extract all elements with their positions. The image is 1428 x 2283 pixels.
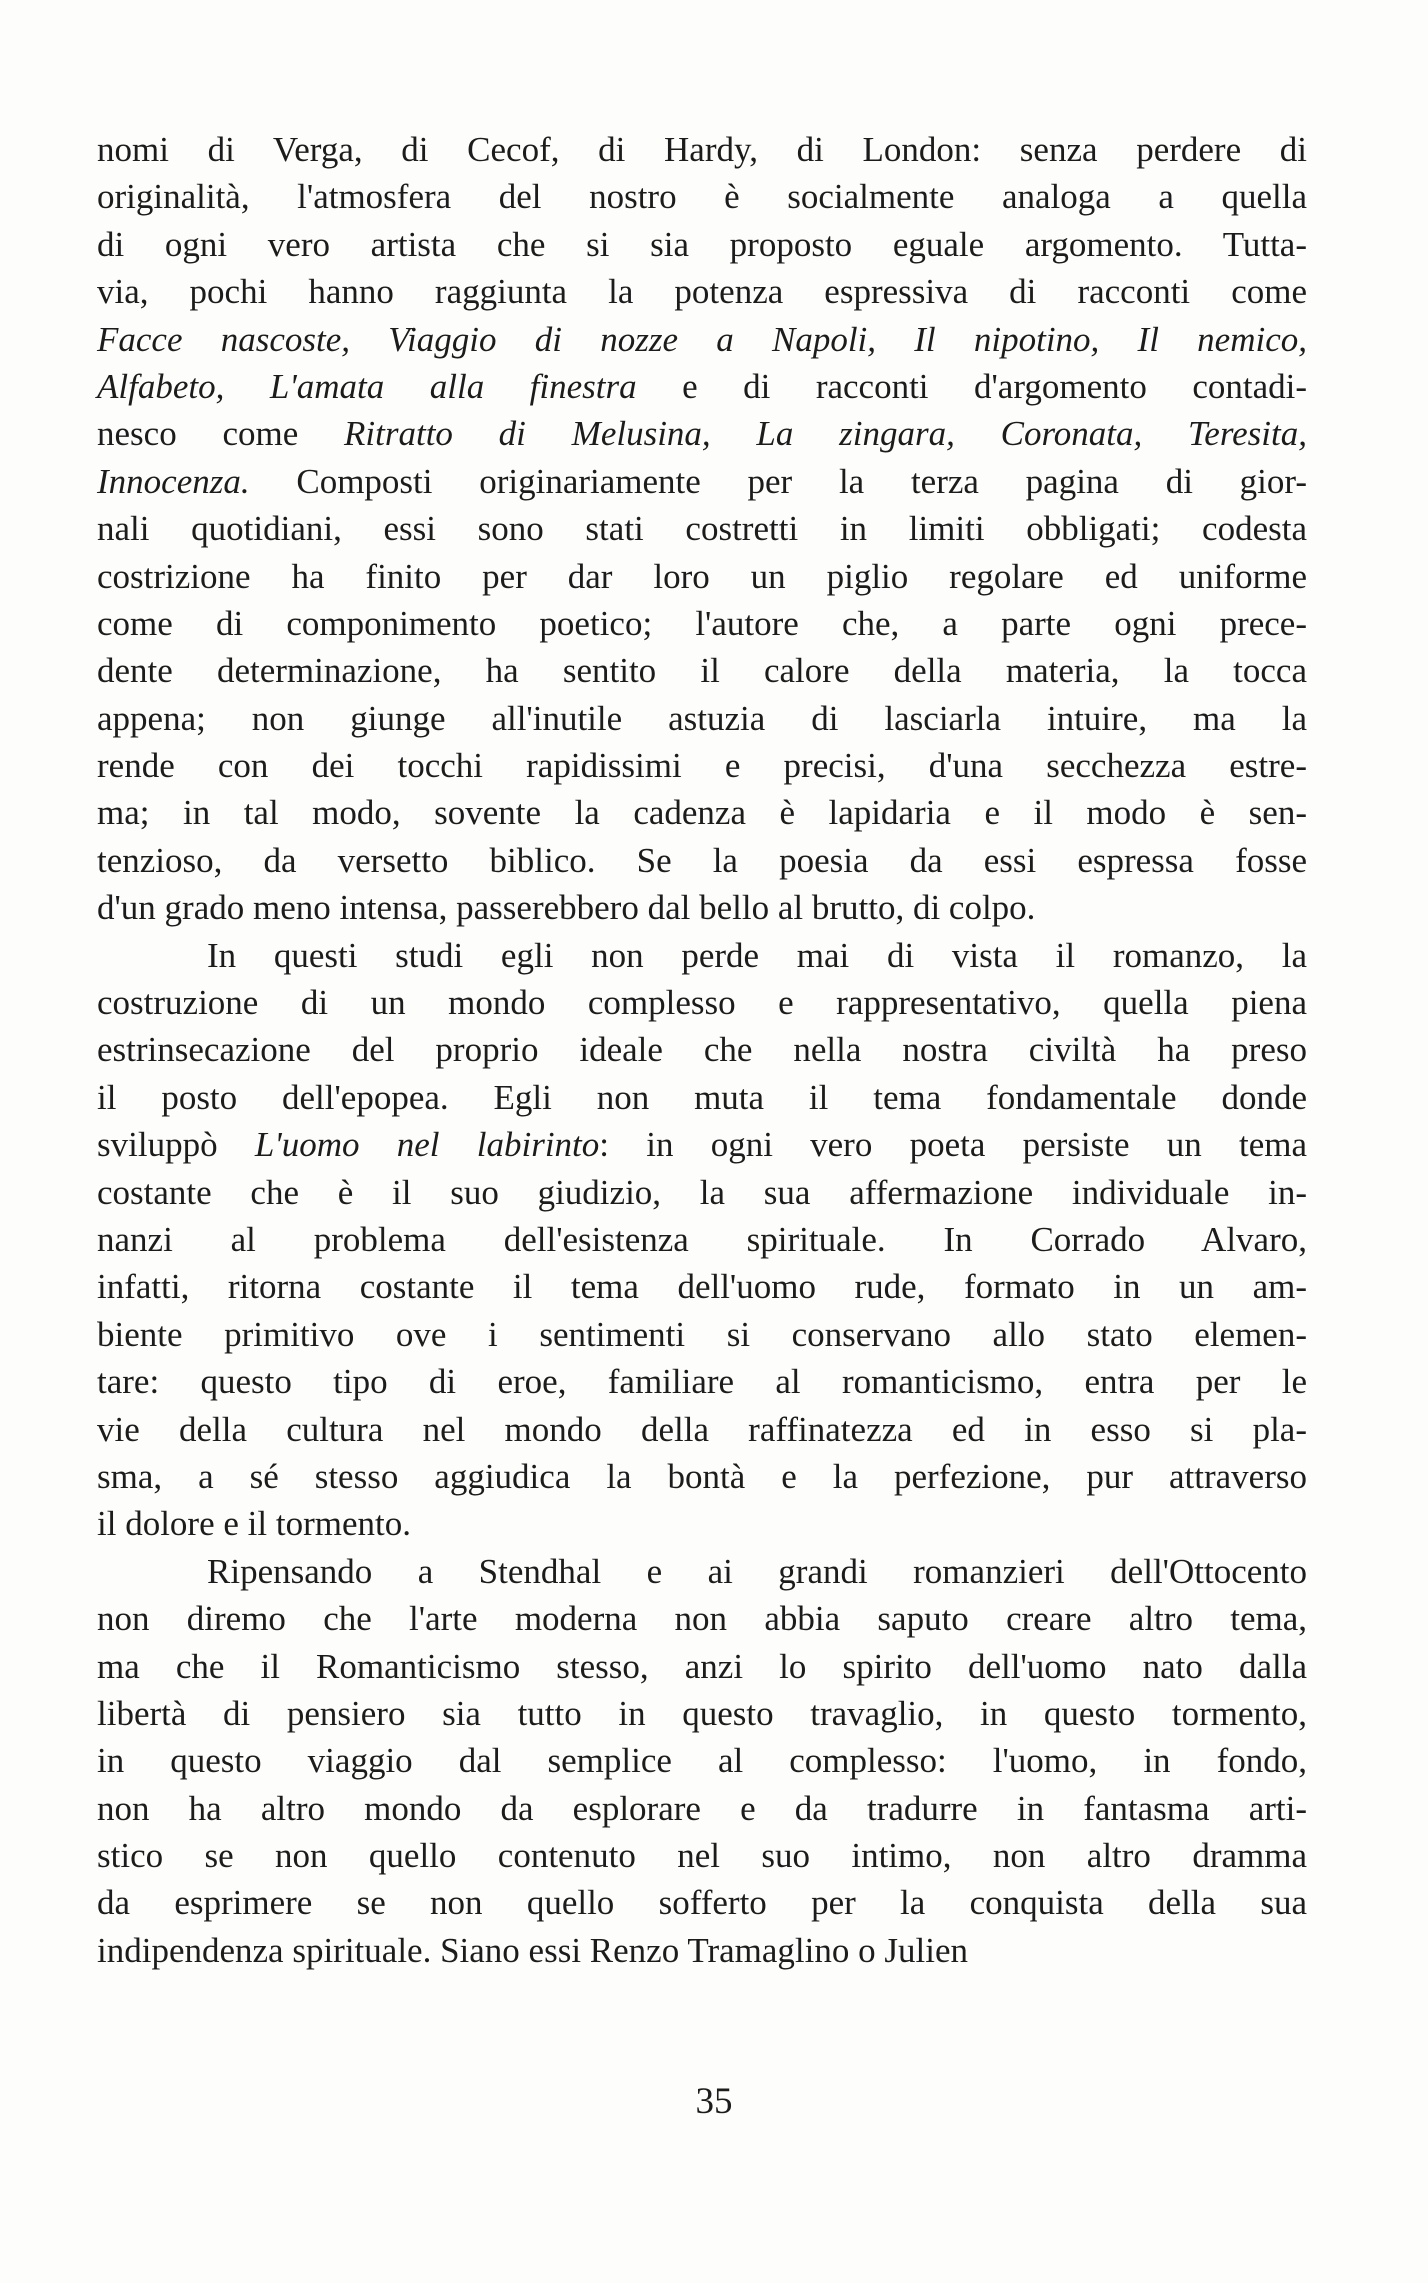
body-text: [97, 126, 1307, 1974]
text-run: da esprimere se non quello sofferto per la conquista della sua: [97, 1883, 1307, 1923]
text-line: [97, 1548, 1307, 1595]
text-line: [97, 505, 1307, 552]
text-line: [97, 173, 1307, 220]
text-run: stico se non quello contenuto nel suo intimo, non altro dramma: [97, 1836, 1307, 1876]
text-run: costrizione ha finito per dar loro un piglio regolare ed uniforme: [97, 556, 1307, 596]
text-run: via, pochi hanno raggiunta la potenza espressiva di racconti come: [97, 272, 1307, 312]
text-line: [97, 1311, 1307, 1358]
text-line: [97, 1927, 1307, 1974]
italic-title: L'uomo nel labirinto: [254, 1125, 600, 1165]
text-line: [97, 1832, 1307, 1879]
text-line: [97, 1169, 1307, 1216]
text-run: il posto dell'epopea. Egli non muta il tema fondamentale donde: [97, 1077, 1307, 1117]
text-line: [97, 1595, 1307, 1642]
text-line: [97, 1216, 1307, 1263]
text-run: di ogni vero artista che si sia proposto eguale argomento. Tutta-: [97, 224, 1307, 264]
text-line: [97, 1358, 1307, 1405]
text-line: [97, 458, 1307, 505]
text-run: nali quotidiani, essi sono stati costretti in limiti obbligati; codesta: [97, 509, 1307, 549]
text-line: [97, 126, 1307, 173]
text-line: [97, 1879, 1307, 1926]
text-line: [97, 1690, 1307, 1737]
text-line: [97, 837, 1307, 884]
text-run: ma; in tal modo, sovente la cadenza è lapidaria e il modo è sen-: [97, 793, 1307, 833]
text-line: [97, 600, 1307, 647]
text-line: [97, 410, 1307, 457]
text-run: Ripensando a Stendhal e ai grandi romanzieri dell'Ottocento: [207, 1551, 1307, 1591]
text-run: In questi studi egli non perde mai di vista il romanzo, la: [207, 935, 1307, 975]
paragraph: [97, 1548, 1307, 1975]
text-line: [97, 1026, 1307, 1073]
text-run: non diremo che l'arte moderna non abbia saputo creare altro tema,: [97, 1599, 1307, 1639]
text-run: vie della cultura nel mondo della raffinatezza ed in esso si pla-: [97, 1409, 1307, 1449]
text-run: infatti, ritorna costante il tema dell'uomo rude, formato in un am-: [97, 1267, 1307, 1307]
text-run: dente determinazione, ha sentito il calore della materia, la tocca: [97, 651, 1307, 691]
text-run: estrinsecazione del proprio ideale che nella nostra civiltà ha preso: [97, 1030, 1307, 1070]
text-run: d'un grado meno intensa, passerebbero dal bello al brutto, di colpo.: [97, 888, 1036, 928]
text-run: : in ogni vero poeta persiste un tema: [599, 1125, 1307, 1165]
text-run: rende con dei tocchi rapidissimi e precisi, d'una secchezza estre-: [97, 746, 1307, 786]
text-line: [97, 647, 1307, 694]
text-line: [97, 742, 1307, 789]
text-line: [97, 1406, 1307, 1453]
text-run: nanzi al problema dell'esistenza spirituale. In Corrado Alvaro,: [97, 1219, 1307, 1259]
italic-title: Ritratto di Melusina, La zingara, Coronata, Teresita,: [344, 414, 1307, 454]
text-run: tare: questo tipo di eroe, familiare al romanticismo, entra per le: [97, 1362, 1307, 1402]
text-line: [97, 932, 1307, 979]
text-run: il dolore e il tormento.: [97, 1504, 411, 1544]
text-line: [97, 695, 1307, 742]
text-line: [97, 1643, 1307, 1690]
text-run: ma che il Romanticismo stesso, anzi lo spirito dell'uomo nato dalla: [97, 1646, 1307, 1686]
text-run: come di componimento poetico; l'autore che, a parte ogni prece-: [97, 603, 1307, 643]
text-run: indipendenza spirituale. Siano essi Renzo Tramaglino o Julien: [97, 1930, 968, 1970]
text-line: [97, 553, 1307, 600]
text-line: [97, 221, 1307, 268]
text-run: appena; non giunge all'inutile astuzia di lasciarla intuire, ma la: [97, 698, 1307, 738]
text-run: e di racconti d'argomento contadi-: [636, 366, 1307, 406]
paragraph: [97, 126, 1307, 932]
italic-title: Facce nascoste, Viaggio di nozze a Napoli, Il nipotino, Il nemico,: [97, 319, 1307, 359]
text-line: [97, 363, 1307, 410]
text-line: [97, 1453, 1307, 1500]
text-line: [97, 1074, 1307, 1121]
page-number: 35: [695, 2081, 733, 2122]
text-run: originalità, l'atmosfera del nostro è socialmente analoga a quella: [97, 177, 1307, 217]
paragraph: [97, 932, 1307, 1548]
text-line: [97, 979, 1307, 1026]
italic-title: Innocenza.: [97, 461, 250, 501]
text-line: [97, 884, 1307, 931]
text-run: tenzioso, da versetto biblico. Se la poesia da essi espressa fosse: [97, 840, 1307, 880]
text-run: biente primitivo ove i sentimenti si conservano allo stato elemen-: [97, 1314, 1307, 1354]
text-run: non ha altro mondo da esplorare e da tradurre in fantasma arti-: [97, 1788, 1307, 1828]
text-line: [97, 268, 1307, 315]
text-line: [97, 1785, 1307, 1832]
italic-title: Alfabeto, L'amata alla finestra: [97, 366, 637, 406]
text-run: libertà di pensiero sia tutto in questo travaglio, in questo tormento,: [97, 1693, 1307, 1733]
text-run: in questo viaggio dal semplice al complesso: l'uomo, in fondo,: [97, 1741, 1307, 1781]
text-run: nomi di Verga, di Cecof, di Hardy, di London: senza perdere di: [97, 130, 1307, 169]
text-line: [97, 789, 1307, 836]
text-run: costruzione di un mondo complesso e rappresentativo, quella piena: [97, 983, 1307, 1023]
text-run: costante che è il suo giudizio, la sua affermazione individuale in-: [97, 1172, 1307, 1212]
text-run: Composti originariamente per la terza pagina di gior-: [249, 461, 1307, 501]
text-run: sma, a sé stesso aggiudica la bontà e la perfezione, pur attraverso: [97, 1456, 1307, 1496]
text-line: [97, 316, 1307, 363]
text-line: [97, 1263, 1307, 1310]
text-run: sviluppò: [97, 1125, 255, 1165]
text-run: nesco come: [97, 414, 345, 454]
text-line: [97, 1500, 1307, 1547]
text-line: [97, 1121, 1307, 1168]
text-line: [97, 1737, 1307, 1784]
